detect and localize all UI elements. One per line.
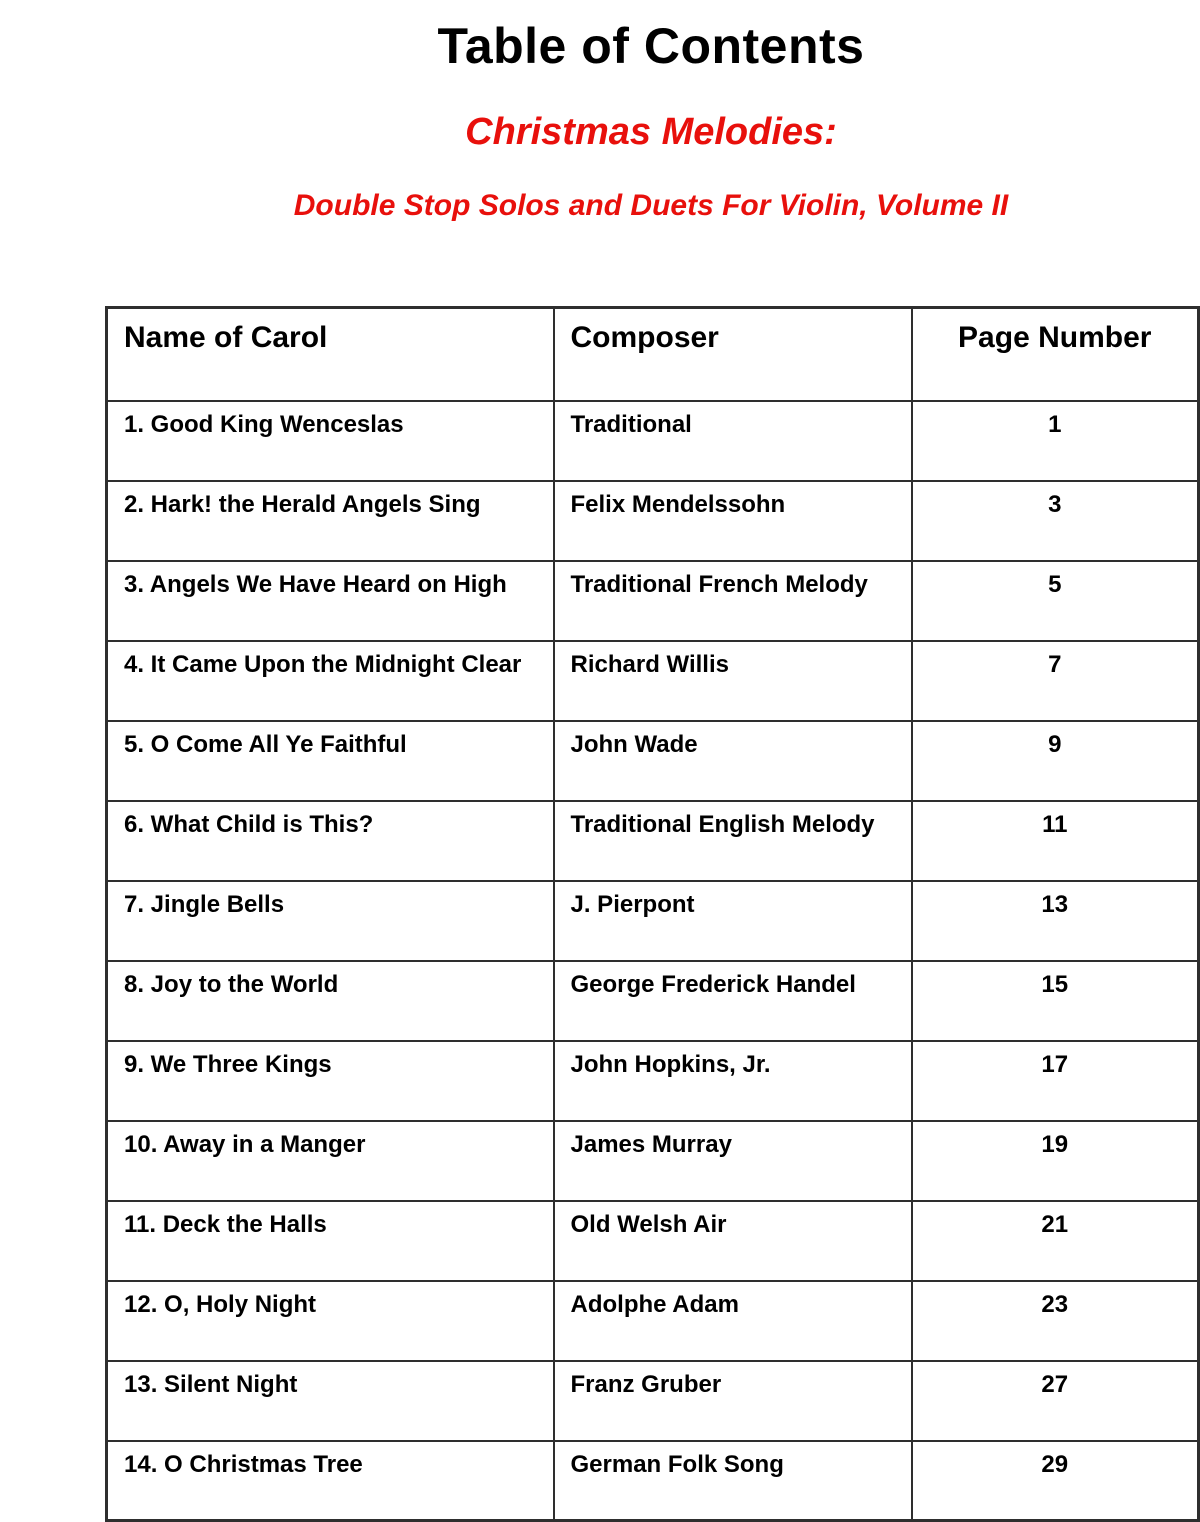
composer-cell: James Murray [554,1121,912,1201]
book-title: Christmas Melodies: [465,111,837,153]
composer-cell: J. Pierpont [554,881,912,961]
carol-name-cell: 3. Angels We Have Heard on High [107,561,554,641]
toc-row [107,1281,1199,1361]
page-number-cell: 7 [912,641,1199,721]
carol-name-cell: 6. What Child is This? [107,801,554,881]
composer-cell: George Frederick Handel [554,961,912,1041]
composer-cell: Adolphe Adam [554,1281,912,1361]
carol-name-cell: 5. O Come All Ye Faithful [107,721,554,801]
toc-table-body [107,401,1199,1521]
composer-cell: Felix Mendelssohn [554,481,912,561]
page-number-cell: 19 [912,1121,1199,1201]
carol-name-cell: 7. Jingle Bells [107,881,554,961]
carol-name-cell: 1. Good King Wenceslas [107,401,554,481]
toc-row [107,1121,1199,1201]
page-title: Table of Contents [437,18,865,74]
toc-row [107,1441,1199,1521]
page-number-cell: 23 [912,1281,1199,1361]
composer-cell: Traditional French Melody [554,561,912,641]
toc-row [107,1361,1199,1441]
composer-cell: John Hopkins, Jr. [554,1041,912,1121]
toc-row [107,401,1199,481]
toc-row [107,721,1199,801]
page-number-cell: 17 [912,1041,1199,1121]
column-header-page-number: Page Number [912,308,1199,401]
carol-name-cell: 11. Deck the Halls [107,1201,554,1281]
page-number-cell: 21 [912,1201,1199,1281]
toc-row [107,881,1199,961]
carol-name-cell: 14. O Christmas Tree [107,1441,554,1521]
column-header-name-of-carol: Name of Carol [107,308,554,401]
toc-row [107,561,1199,641]
page-number-cell: 5 [912,561,1199,641]
composer-cell: John Wade [554,721,912,801]
page-number-cell: 3 [912,481,1199,561]
composer-cell: Traditional [554,401,912,481]
carol-name-cell: 9. We Three Kings [107,1041,554,1121]
page-number-cell: 1 [912,401,1199,481]
carol-name-cell: 10. Away in a Manger [107,1121,554,1201]
page-number-cell: 9 [912,721,1199,801]
toc-row [107,801,1199,881]
page-number-cell: 11 [912,801,1199,881]
page-number-cell: 15 [912,961,1199,1041]
carol-name-cell: 13. Silent Night [107,1361,554,1441]
page-number-cell: 13 [912,881,1199,961]
page-number-cell: 29 [912,1441,1199,1521]
carol-name-cell: 2. Hark! the Herald Angels Sing [107,481,554,561]
toc-table [105,306,1200,1522]
toc-row [107,481,1199,561]
composer-cell: Richard Willis [554,641,912,721]
composer-cell: Franz Gruber [554,1361,912,1441]
toc-row [107,1041,1199,1121]
book-subtitle: Double Stop Solos and Duets For Violin, Volume II [293,189,1009,222]
carol-name-cell: 12. O, Holy Night [107,1281,554,1361]
carol-name-cell: 8. Joy to the World [107,961,554,1041]
page-number-cell: 27 [912,1361,1199,1441]
toc-row [107,641,1199,721]
column-header-composer: Composer [554,308,912,401]
toc-row [107,961,1199,1041]
page-content [105,0,1197,1522]
composer-cell: Old Welsh Air [554,1201,912,1281]
composer-cell: Traditional English Melody [554,801,912,881]
composer-cell: German Folk Song [554,1441,912,1521]
toc-row [107,1201,1199,1281]
carol-name-cell: 4. It Came Upon the Midnight Clear [107,641,554,721]
toc-header-row [107,308,1199,401]
